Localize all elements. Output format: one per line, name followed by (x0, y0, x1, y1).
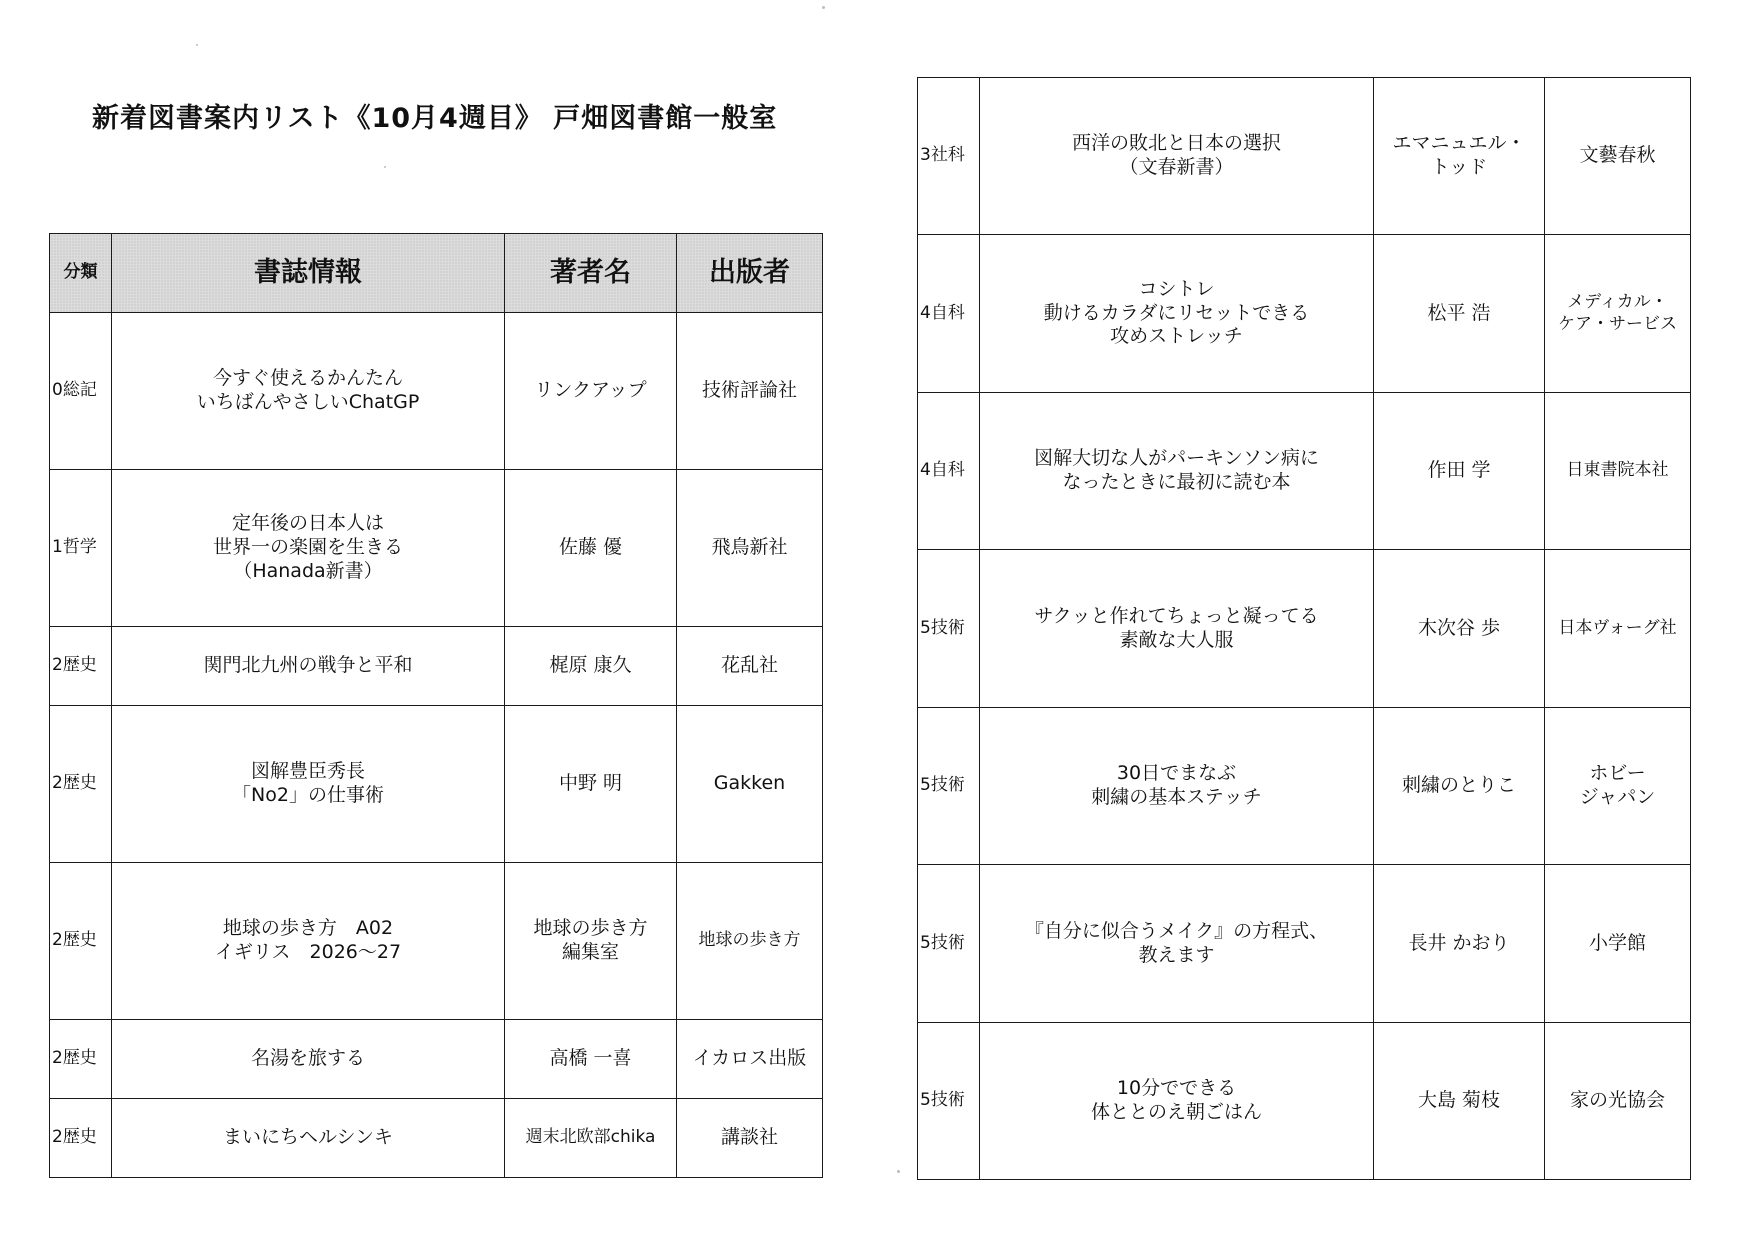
row-author: 大島 菊枝 (1374, 1023, 1545, 1180)
scan-speck (897, 1170, 900, 1173)
row-author: 作田 学 (1374, 393, 1545, 550)
row-publisher: ホビー ジャパン (1545, 708, 1691, 865)
row-category: 5技術 (918, 1023, 980, 1180)
row-publisher: 花乱社 (677, 627, 823, 706)
row-publisher: メディカル・ ケア・サービス (1545, 235, 1691, 393)
row-author: 長井 かおり (1374, 865, 1545, 1023)
table-row (50, 1020, 823, 1099)
row-publisher: 日本ヴォーグ社 (1545, 550, 1691, 708)
row-category: 1哲学 (50, 470, 112, 627)
table-row (50, 863, 823, 1020)
row-author: 梶原 康久 (505, 627, 677, 706)
scan-speck (196, 44, 198, 46)
row-publisher: 文藝春秋 (1545, 78, 1691, 235)
row-book-info: 図解豊臣秀長 「No2」の仕事術 (112, 706, 505, 863)
row-publisher: 小学館 (1545, 865, 1691, 1023)
table-row (50, 313, 823, 470)
row-author: リンクアップ (505, 313, 677, 470)
row-book-info: 西洋の敗北と日本の選択 （文春新書） (980, 78, 1374, 235)
left-book-table (49, 233, 823, 1178)
row-book-info: 関門北九州の戦争と平和 (112, 627, 505, 706)
row-author: 木次谷 歩 (1374, 550, 1545, 708)
row-book-info: 今すぐ使えるかんたん いちばんやさしいChatGP (112, 313, 505, 470)
header-book-info: 書誌情報 (112, 234, 505, 313)
scan-speck (822, 6, 825, 9)
row-author: 地球の歩き方 編集室 (505, 863, 677, 1020)
row-author: エマニュエル・ トッド (1374, 78, 1545, 235)
row-book-info: 地球の歩き方 A02 イギリス 2026～27 (112, 863, 505, 1020)
row-author: 佐藤 優 (505, 470, 677, 627)
row-author: 中野 明 (505, 706, 677, 863)
page-title: 新着図書案内リスト《10月4週目》 戸畑図書館一般室 (92, 103, 778, 134)
row-book-info: コシトレ 動けるカラダにリセットできる 攻めストレッチ (980, 235, 1374, 393)
row-book-info: 定年後の日本人は 世界一の楽園を生きる （Hanada新書） (112, 470, 505, 627)
row-book-info: 図解大切な人がパーキンソン病に なったときに最初に読む本 (980, 393, 1374, 550)
row-category: 2歴史 (50, 863, 112, 1020)
row-author: 週末北欧部chika (505, 1099, 677, 1178)
row-book-info: 名湯を旅する (112, 1020, 505, 1099)
table-header-row (50, 234, 823, 313)
right-book-table (917, 77, 1691, 1180)
row-book-info: サクッと作れてちょっと凝ってる 素敵な大人服 (980, 550, 1374, 708)
row-author: 松平 浩 (1374, 235, 1545, 393)
header-author: 著者名 (505, 234, 677, 313)
row-book-info: まいにちヘルシンキ (112, 1099, 505, 1178)
table-row (918, 708, 1691, 865)
row-category: 0総記 (50, 313, 112, 470)
row-publisher: 家の光協会 (1545, 1023, 1691, 1180)
row-category: 3社科 (918, 78, 980, 235)
table-row (918, 865, 1691, 1023)
row-category: 4自科 (918, 235, 980, 393)
row-publisher: 飛鳥新社 (677, 470, 823, 627)
table-row (50, 1099, 823, 1178)
table-row (918, 78, 1691, 235)
row-category: 2歴史 (50, 1099, 112, 1178)
table-row (918, 550, 1691, 708)
row-publisher: 日東書院本社 (1545, 393, 1691, 550)
row-publisher: 講談社 (677, 1099, 823, 1178)
row-publisher: イカロス出版 (677, 1020, 823, 1099)
row-category: 5技術 (918, 708, 980, 865)
row-category: 4自科 (918, 393, 980, 550)
table-row (918, 1023, 1691, 1180)
row-category: 5技術 (918, 865, 980, 1023)
row-category: 2歴史 (50, 706, 112, 863)
table-row (50, 706, 823, 863)
header-publisher: 出版者 (677, 234, 823, 313)
row-publisher: 地球の歩き方 (677, 863, 823, 1020)
table-row (918, 235, 1691, 393)
row-book-info: 10分でできる 体ととのえ朝ごはん (980, 1023, 1374, 1180)
row-book-info: 『自分に似合うメイク』の方程式、 教えます (980, 865, 1374, 1023)
row-author: 高橋 一喜 (505, 1020, 677, 1099)
table-row (918, 393, 1691, 550)
row-book-info: 30日でまなぶ 刺繍の基本ステッチ (980, 708, 1374, 865)
row-publisher: Gakken (677, 706, 823, 863)
row-author: 刺繍のとりこ (1374, 708, 1545, 865)
header-category: 分類 (50, 234, 112, 313)
row-category: 2歴史 (50, 1020, 112, 1099)
row-publisher: 技術評論社 (677, 313, 823, 470)
table-row (50, 627, 823, 706)
table-row (50, 470, 823, 627)
row-category: 2歴史 (50, 627, 112, 706)
scan-speck (384, 166, 386, 168)
row-category: 5技術 (918, 550, 980, 708)
